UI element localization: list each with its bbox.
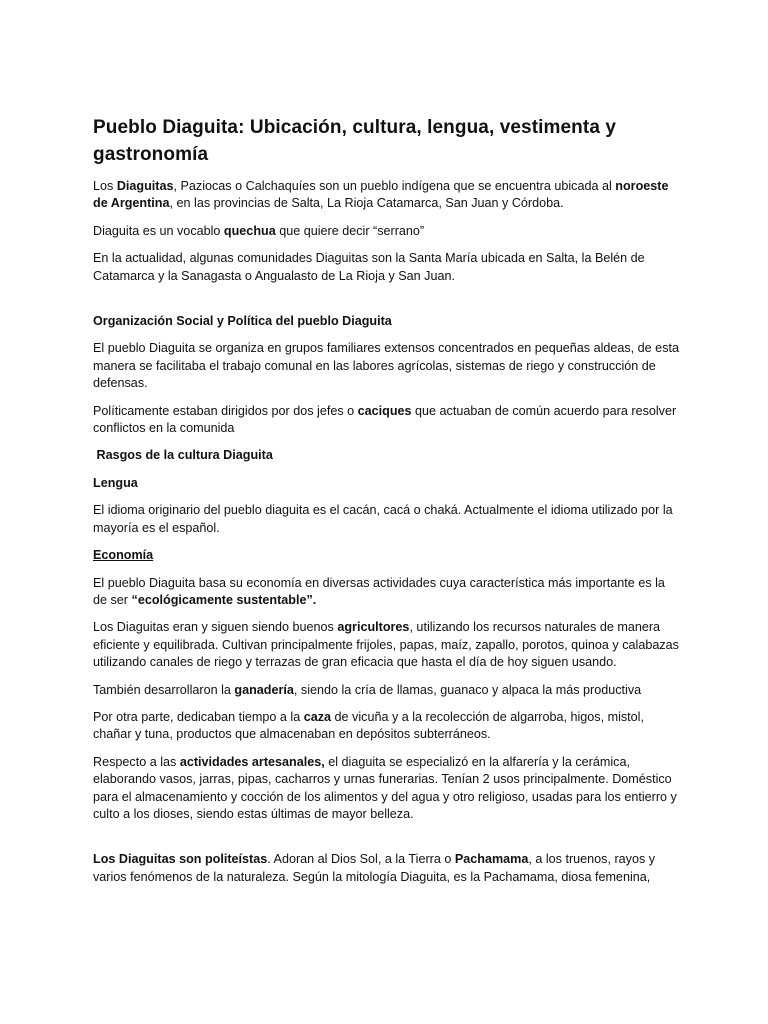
politica-paragraph: Políticamente estaban dirigidos por dos jefes o caciques que actuaban de común acuerdo para resolver conflictos en la comunida bbox=[93, 403, 677, 436]
intro-paragraph: Los Diaguitas, Paziocas o Calchaquíes son un pueblo indígena que se encuentra ubicada al noroeste de Argentina, en las provincias de Salta, La Rioja Catamarca, San Juan y Córdoba. bbox=[93, 179, 669, 211]
lengua-paragraph: El idioma originario del pueblo diaguita es el cacán, cacá o chaká. Actualmente el idioma utilizado por la mayoría es el español. bbox=[93, 503, 673, 535]
economia-heading: Economía bbox=[93, 548, 154, 563]
lengua-heading: Lengua bbox=[93, 475, 138, 490]
agricultores-paragraph: Los Diaguitas eran y siguen siendo buenos agricultores, utilizando los recursos naturales de manera eficiente y equilibrada. Cultivan principalmente frijoles, papas, maíz, zapallo, porotos, quinoa y calabazas utilizando canales de riego y terrazas de gran eficacia que hasta el día de hoy siguen usando. bbox=[93, 620, 679, 670]
spacer bbox=[93, 833, 682, 851]
economia-paragraph: El pueblo Diaguita basa su economía en diversas actividades cuya característica más importante es la de ser “ecológicamente sustentable”. bbox=[93, 575, 665, 607]
artesanales-paragraph: Respecto a las actividades artesanales, el diaguita se especializó en la alfarería y la cerámica, elaborando vasos, jarras, pipas, cacharros y urnas funerarias. Tenían 2 usos principalmente. Doméstico para el almacenamiento y cocción de los alimentos y del agua y otro religioso, usadas para los entierro y culto a los dioses, siendo estas últimas de mayor belleza. bbox=[93, 754, 677, 821]
organizacion-heading: Organización Social y Política del pueblo Diaguita bbox=[93, 314, 392, 329]
religion-paragraph: Los Diaguitas son politeístas. Adoran al Dios Sol, a la Tierra o Pachamama, a los truenos, rayos y varios fenómenos de la naturaleza. Según la mitología Diaguita, es la Pachamama, diosa femenina, bbox=[93, 852, 656, 884]
ganaderia-paragraph: También desarrollaron la ganadería, siendo la cría de llamas, guanaco y alpaca la más productiva bbox=[93, 682, 642, 697]
organizacion-paragraph: El pueblo Diaguita se organiza en grupos familiares extensos concentrados en pequeñas aldeas, de esta manera se facilitaba el trabajo comunal en las labores agrícolas, sistemas de riego y construcción de defensas. bbox=[93, 341, 679, 391]
vocablo-paragraph: Diaguita es un vocablo quechua que quiere decir “serrano” bbox=[93, 223, 425, 238]
page-title: Pueblo Diaguita: Ubicación, cultura, lengua, vestimenta y gastronomía bbox=[93, 117, 617, 165]
actualidad-paragraph: En la actualidad, algunas comunidades Diaguitas son la Santa María ubicada en Salta, la Belén de Catamarca y la Sanagasta o Angualasto de La Rioja y San Juan. bbox=[93, 251, 645, 283]
caza-paragraph: Por otra parte, dedicaban tiempo a la caza de vicuña y a la recolección de algarroba, higos, mistol, chañar y tuna, productos que almacenaban en depósitos subterráneos. bbox=[93, 709, 644, 742]
rasgos-heading: Rasgos de la cultura Diaguita bbox=[93, 448, 273, 463]
spacer bbox=[93, 295, 682, 313]
